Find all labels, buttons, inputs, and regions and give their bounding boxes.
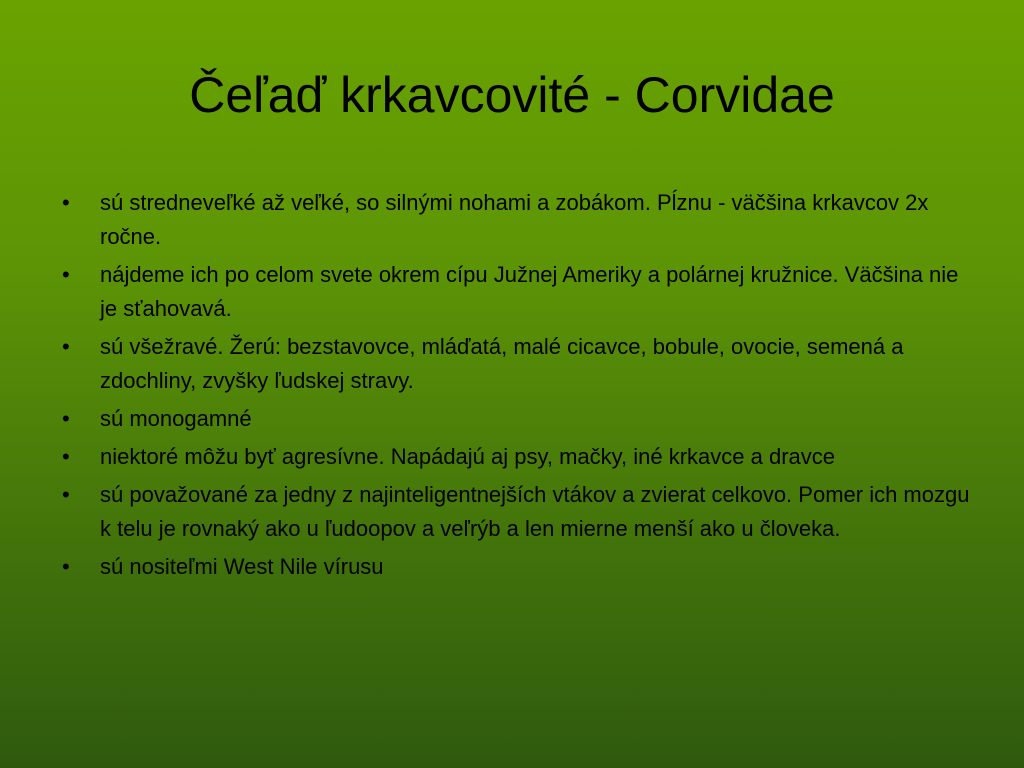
bullet-item-4 <box>56 402 976 436</box>
bullet-item-2 <box>56 258 976 326</box>
bullet-text: sú stredneveľké až veľké, so silnými nohami a zobákom. Pĺznu - väčšina krkavcov 2x ročne. <box>100 190 929 249</box>
bullet-item-1 <box>56 186 976 254</box>
bullet-icon: • <box>62 482 70 507</box>
bullet-item-7 <box>56 550 976 584</box>
bullet-text: niektoré môžu byť agresívne. Napádajú aj psy, mačky, iné krkavce a dravce <box>100 444 836 469</box>
bullet-item-5 <box>56 440 976 474</box>
bullet-text: sú nositeľmi West Nile vírusu <box>100 554 384 579</box>
bullet-text: sú všežravé. Žerú: bezstavovce, mláďatá, malé cicavce, bobule, ovocie, semená a zdochliny, zvyšky ľudskej stravy. <box>100 334 904 393</box>
bullet-icon: • <box>62 334 70 359</box>
bullet-text: sú považované za jedny z najinteligentnejších vtákov a zvierat celkovo. Pomer ich mozgu k telu je rovnaký ako u ľudoopov a veľrýb a len mierne menší ako u človeka. <box>100 482 970 541</box>
bullet-item-3 <box>56 330 976 398</box>
bullet-text: sú monogamné <box>100 406 252 431</box>
bullet-icon: • <box>62 262 70 287</box>
slide-title: Čeľaď krkavcovité - Corvidae <box>189 67 835 123</box>
bullet-text: nájdeme ich po celom svete okrem cípu Južnej Ameriky a polárnej kružnice. Väčšina nie je sťahovavá. <box>100 262 959 321</box>
bullet-icon: • <box>62 444 70 469</box>
bullet-icon: • <box>62 554 70 579</box>
bullet-item-6 <box>56 478 976 546</box>
bullet-list <box>56 186 976 588</box>
bullet-icon: • <box>62 406 70 431</box>
bullet-icon: • <box>62 190 70 215</box>
